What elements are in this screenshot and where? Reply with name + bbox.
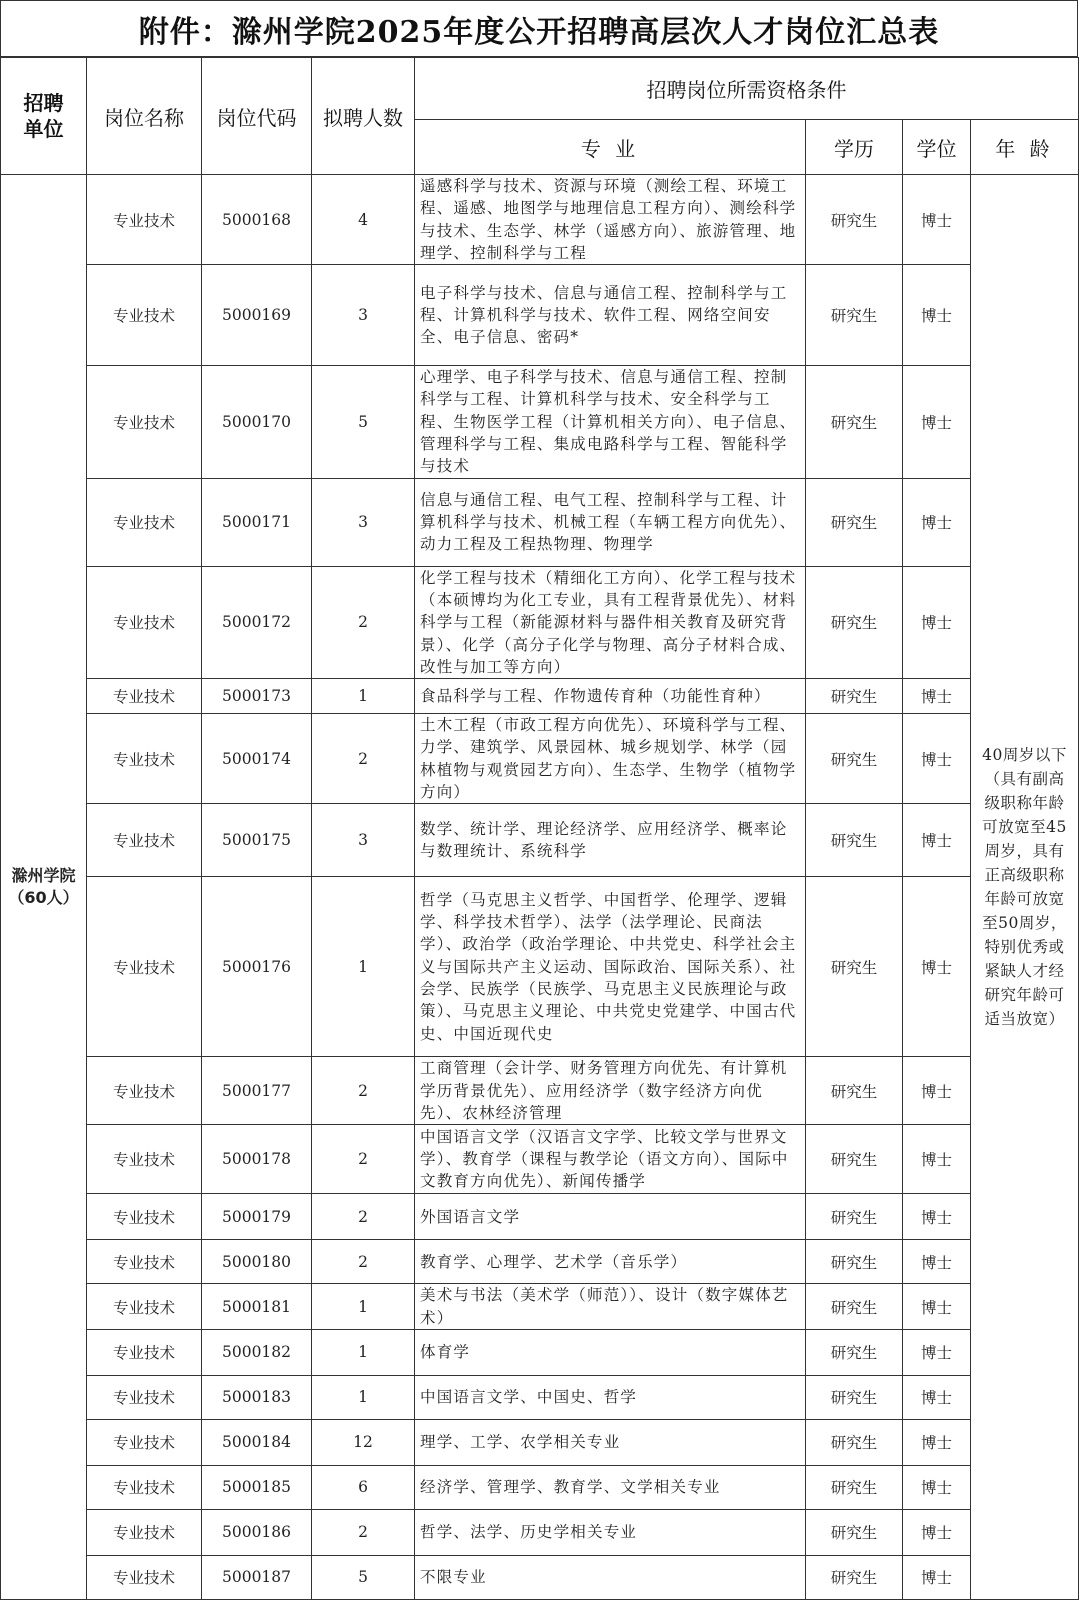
post-code-cell: 5000176: [202, 877, 312, 1057]
table-row: [1, 1125, 1079, 1194]
education-cell: 研究生: [806, 1509, 903, 1555]
table-row: [1, 265, 1079, 366]
major-cell: 理学、工学、农学相关专业: [415, 1419, 806, 1465]
education-cell: 研究生: [806, 566, 903, 678]
header-age: 年 龄: [971, 120, 1079, 175]
post-code-cell: 5000185: [202, 1465, 312, 1509]
header-post-code: 岗位代码: [202, 58, 312, 175]
post-code-cell: 5000168: [202, 175, 312, 265]
age-requirement-cell: 40周岁以下（具有副高级职称年龄可放宽至45周岁，具有正高级职称年龄可放宽至50周岁，特别优秀或紧缺人才经研究年龄可适当放宽）: [971, 175, 1079, 1600]
post-code-cell: 5000178: [202, 1125, 312, 1194]
major-cell: 工商管理（会计学、财务管理方向优先、有计算机学历背景优先）、应用经济学（数字经济方向优先）、农林经济管理: [415, 1057, 806, 1125]
degree-cell: 博士: [903, 1240, 971, 1284]
degree-cell: 博士: [903, 478, 971, 566]
table-row: [1, 714, 1079, 804]
degree-cell: 博士: [903, 1194, 971, 1240]
count-cell: 2: [312, 1057, 415, 1125]
degree-cell: 博士: [903, 265, 971, 366]
degree-cell: 博士: [903, 714, 971, 804]
count-cell: 5: [312, 1555, 415, 1599]
degree-cell: 博士: [903, 566, 971, 678]
header-post-name: 岗位名称: [87, 58, 202, 175]
post-name-cell: 专业技术: [87, 265, 202, 366]
major-cell: 食品科学与工程、作物遗传育种（功能性育种）: [415, 679, 806, 714]
count-cell: 2: [312, 1240, 415, 1284]
education-cell: 研究生: [806, 1329, 903, 1375]
degree-cell: 博士: [903, 366, 971, 478]
header-row-1: [1, 58, 1079, 120]
table-row: [1, 1419, 1079, 1465]
post-name-cell: 专业技术: [87, 1057, 202, 1125]
count-cell: 4: [312, 175, 415, 265]
post-code-cell: 5000173: [202, 679, 312, 714]
major-cell: 信息与通信工程、电气工程、控制科学与工程、计算机科学与技术、机械工程（车辆工程方向优先）、动力工程及工程热物理、物理学: [415, 478, 806, 566]
count-cell: 6: [312, 1465, 415, 1509]
count-cell: 2: [312, 714, 415, 804]
table-row: [1, 1375, 1079, 1419]
post-name-cell: 专业技术: [87, 175, 202, 265]
table-row: [1, 804, 1079, 877]
count-cell: 2: [312, 1509, 415, 1555]
document-title: 附件：滁州学院2025年度公开招聘高层次人才岗位汇总表: [0, 0, 1078, 57]
degree-cell: 博士: [903, 1465, 971, 1509]
education-cell: 研究生: [806, 679, 903, 714]
major-cell: 外国语言文学: [415, 1194, 806, 1240]
degree-cell: 博士: [903, 175, 971, 265]
education-cell: 研究生: [806, 478, 903, 566]
post-code-cell: 5000184: [202, 1419, 312, 1465]
post-name-cell: 专业技术: [87, 1329, 202, 1375]
education-cell: 研究生: [806, 804, 903, 877]
education-cell: 研究生: [806, 1555, 903, 1599]
table-body: [1, 175, 1079, 1600]
education-cell: 研究生: [806, 366, 903, 478]
count-cell: 5: [312, 366, 415, 478]
education-cell: 研究生: [806, 1284, 903, 1330]
count-cell: 1: [312, 1329, 415, 1375]
table-row: [1, 366, 1079, 478]
post-code-cell: 5000186: [202, 1509, 312, 1555]
post-code-cell: 5000175: [202, 804, 312, 877]
degree-cell: 博士: [903, 877, 971, 1057]
table-row: [1, 175, 1079, 265]
count-cell: 2: [312, 1125, 415, 1194]
post-name-cell: 专业技术: [87, 1240, 202, 1284]
post-code-cell: 5000169: [202, 265, 312, 366]
major-cell: 心理学、电子科学与技术、信息与通信工程、控制科学与工程、计算机科学与技术、安全科学与工程、生物医学工程（计算机相关方向）、电子信息、管理科学与工程、集成电路科学与工程、智能科学与技术: [415, 366, 806, 478]
table-row: [1, 1509, 1079, 1555]
major-cell: 遥感科学与技术、资源与环境（测绘工程、环境工程、遥感、地图学与地理信息工程方向）、测绘科学与技术、生态学、林学（遥感方向）、旅游管理、地理学、控制科学与工程: [415, 175, 806, 265]
education-cell: 研究生: [806, 1057, 903, 1125]
education-cell: 研究生: [806, 1125, 903, 1194]
table-row: [1, 1465, 1079, 1509]
post-code-cell: 5000181: [202, 1284, 312, 1330]
post-name-cell: 专业技术: [87, 1375, 202, 1419]
table-row: [1, 478, 1079, 566]
major-cell: 不限专业: [415, 1555, 806, 1599]
post-code-cell: 5000177: [202, 1057, 312, 1125]
education-cell: 研究生: [806, 714, 903, 804]
post-code-cell: 5000187: [202, 1555, 312, 1599]
major-cell: 哲学（马克思主义哲学、中国哲学、伦理学、逻辑学、科学技术哲学）、法学（法学理论、民商法学）、政治学（政治学理论、中共党史、科学社会主义与国际共产主义运动、国际政治、国际关系）、社会学、民族学（民族学、马克思主义民族理论与政策）、马克思主义理论、中共党史党建学、中国古代史、中国近现代史: [415, 877, 806, 1057]
post-code-cell: 5000172: [202, 566, 312, 678]
count-cell: 3: [312, 478, 415, 566]
post-name-cell: 专业技术: [87, 1284, 202, 1330]
post-name-cell: 专业技术: [87, 804, 202, 877]
major-cell: 经济学、管理学、教育学、文学相关专业: [415, 1465, 806, 1509]
major-cell: 体育学: [415, 1329, 806, 1375]
education-cell: 研究生: [806, 877, 903, 1057]
count-cell: 3: [312, 265, 415, 366]
count-cell: 12: [312, 1419, 415, 1465]
degree-cell: 博士: [903, 1555, 971, 1599]
education-cell: 研究生: [806, 1240, 903, 1284]
post-name-cell: 专业技术: [87, 1509, 202, 1555]
degree-cell: 博士: [903, 1509, 971, 1555]
major-cell: 土木工程（市政工程方向优先）、环境科学与工程、力学、建筑学、风景园林、城乡规划学、林学（园林植物与观赏园艺方向）、生态学、生物学（植物学方向）: [415, 714, 806, 804]
post-name-cell: 专业技术: [87, 714, 202, 804]
table-row: [1, 1329, 1079, 1375]
education-cell: 研究生: [806, 175, 903, 265]
major-cell: 化学工程与技术（精细化工方向）、化学工程与技术（本硕博均为化工专业，具有工程背景优先）、材料科学与工程（新能源材料与器件相关教育及研究背景）、化学（高分子化学与物理、高分子材料合成、改性与加工等方向）: [415, 566, 806, 678]
education-cell: 研究生: [806, 1194, 903, 1240]
count-cell: 1: [312, 1375, 415, 1419]
post-name-cell: 专业技术: [87, 478, 202, 566]
count-cell: 1: [312, 877, 415, 1057]
post-name-cell: 专业技术: [87, 679, 202, 714]
header-unit: 招聘 单位: [1, 58, 87, 175]
recruitment-table: [0, 57, 1079, 1600]
post-name-cell: 专业技术: [87, 1419, 202, 1465]
education-cell: 研究生: [806, 265, 903, 366]
post-name-cell: 专业技术: [87, 1465, 202, 1509]
table-row: [1, 1555, 1079, 1599]
table-row: [1, 877, 1079, 1057]
count-cell: 1: [312, 679, 415, 714]
count-cell: 1: [312, 1284, 415, 1330]
post-code-cell: 5000171: [202, 478, 312, 566]
post-code-cell: 5000174: [202, 714, 312, 804]
table-row: [1, 1284, 1079, 1330]
major-cell: 电子科学与技术、信息与通信工程、控制科学与工程、计算机科学与技术、软件工程、网络空间安全、电子信息、密码*: [415, 265, 806, 366]
post-code-cell: 5000182: [202, 1329, 312, 1375]
header-count: 拟聘人数: [312, 58, 415, 175]
post-code-cell: 5000180: [202, 1240, 312, 1284]
degree-cell: 博士: [903, 1284, 971, 1330]
header-major: 专 业: [415, 120, 806, 175]
post-name-cell: 专业技术: [87, 566, 202, 678]
degree-cell: 博士: [903, 679, 971, 714]
degree-cell: 博士: [903, 1329, 971, 1375]
count-cell: 2: [312, 566, 415, 678]
post-code-cell: 5000179: [202, 1194, 312, 1240]
major-cell: 中国语言文学、中国史、哲学: [415, 1375, 806, 1419]
education-cell: 研究生: [806, 1419, 903, 1465]
unit-name-cell: 滁州学院 （60人）: [1, 175, 87, 1600]
education-cell: 研究生: [806, 1465, 903, 1509]
degree-cell: 博士: [903, 1057, 971, 1125]
post-name-cell: 专业技术: [87, 877, 202, 1057]
major-cell: 哲学、法学、历史学相关专业: [415, 1509, 806, 1555]
table-row: [1, 1057, 1079, 1125]
major-cell: 数学、统计学、理论经济学、应用经济学、概率论与数理统计、系统科学: [415, 804, 806, 877]
table-row: [1, 1240, 1079, 1284]
major-cell: 中国语言文学（汉语言文字学、比较文学与世界文学）、教育学（课程与教学论（语文方向）、国际中文教育方向优先）、新闻传播学: [415, 1125, 806, 1194]
degree-cell: 博士: [903, 1419, 971, 1465]
degree-cell: 博士: [903, 1125, 971, 1194]
header-education: 学历: [806, 120, 903, 175]
count-cell: 2: [312, 1194, 415, 1240]
post-code-cell: 5000170: [202, 366, 312, 478]
degree-cell: 博士: [903, 804, 971, 877]
post-name-cell: 专业技术: [87, 366, 202, 478]
post-name-cell: 专业技术: [87, 1555, 202, 1599]
post-name-cell: 专业技术: [87, 1125, 202, 1194]
table-row: [1, 1194, 1079, 1240]
count-cell: 3: [312, 804, 415, 877]
major-cell: 教育学、心理学、艺术学（音乐学）: [415, 1240, 806, 1284]
table-row: [1, 566, 1079, 678]
header-requirements: 招聘岗位所需资格条件: [415, 58, 1079, 120]
education-cell: 研究生: [806, 1375, 903, 1419]
post-name-cell: 专业技术: [87, 1194, 202, 1240]
degree-cell: 博士: [903, 1375, 971, 1419]
post-code-cell: 5000183: [202, 1375, 312, 1419]
major-cell: 美术与书法（美术学（师范））、设计（数字媒体艺术）: [415, 1284, 806, 1330]
table-row: [1, 679, 1079, 714]
header-degree: 学位: [903, 120, 971, 175]
